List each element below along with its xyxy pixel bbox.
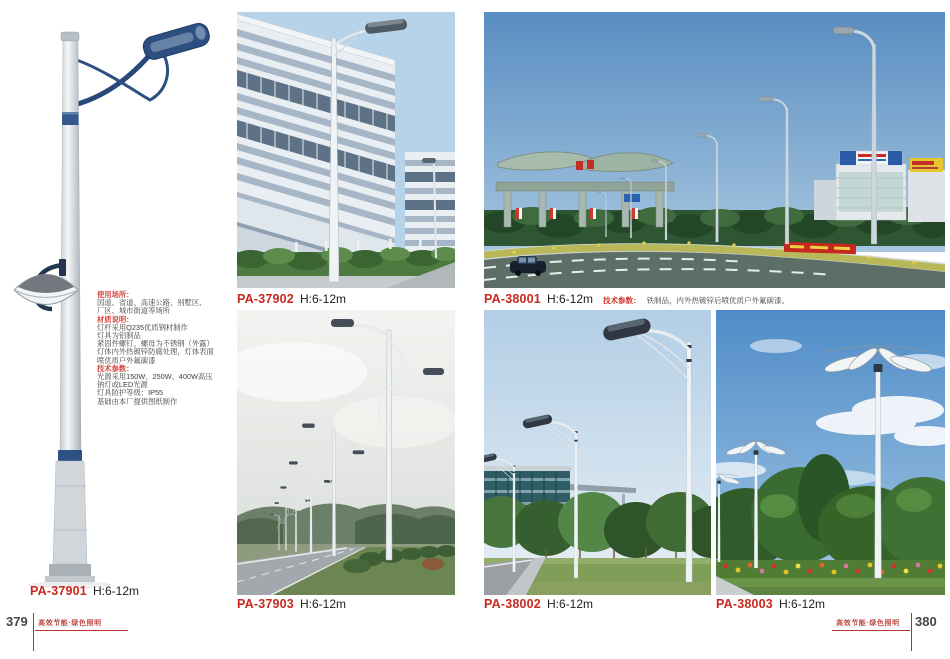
product-label-pa37902: [237, 292, 346, 306]
info-line: 钠灯或LED光源: [97, 380, 148, 390]
product-label-pa38001: [484, 292, 789, 306]
product-label-pa38003: [716, 597, 825, 611]
info-line: 基础由本厂提供图纸制作: [97, 396, 178, 406]
tech-note: 铁制品，内外热镀锌后喷优质户外氟碳漆。: [646, 296, 789, 305]
product-code: PA-37902: [237, 292, 294, 306]
info-heading-material: 材质说明：: [97, 314, 134, 324]
page-number-left: 379: [6, 614, 28, 629]
footer-underline-right: [832, 630, 910, 631]
product-code: PA-38003: [716, 597, 773, 611]
tech-note-heading: 技术参数：: [602, 296, 641, 305]
product-label-pa38002: [484, 597, 593, 611]
product-photo-pa37902: [237, 12, 455, 288]
info-line: 国道、省道、高速公路、别墅区、: [97, 298, 207, 308]
product-label-pa37901: [30, 584, 139, 598]
street-lamps-building-photo: [484, 310, 711, 595]
info-line: 灯具防护等级：IP55: [97, 388, 164, 398]
product-code: PA-37901: [30, 584, 87, 598]
info-line: 灯具为铝制品: [97, 331, 141, 341]
product-code: PA-38001: [484, 292, 541, 306]
product-size: H:6-12m: [299, 292, 346, 306]
product-photo-pa38001: [484, 12, 945, 288]
product-size: H:6-12m: [778, 597, 825, 611]
product-info-panel: [97, 291, 235, 406]
product-code: PA-38002: [484, 597, 541, 611]
product-size: H:6-12m: [546, 292, 593, 306]
product-size: H:6-12m: [299, 597, 346, 611]
footer-slogan-right: 高效节能·绿色照明: [836, 620, 900, 627]
product-size: H:6-12m: [92, 584, 139, 598]
decorative-wing-lamps-photo: [716, 310, 945, 595]
info-line: 光源采用150W、250W、400W高压: [97, 372, 213, 382]
product-photo-pa38002: [484, 310, 711, 595]
info-heading-usage: 使用场所：: [97, 290, 134, 299]
footer-divider-right: [911, 613, 912, 651]
info-line: 厂区、城市街道等场所: [97, 306, 170, 316]
info-heading-tech: 技术参数：: [97, 363, 134, 373]
info-line: 紧固件螺钉、螺母为不锈钢（外露）: [97, 339, 214, 349]
highway-toll-gate-photo: [484, 12, 945, 288]
product-photo-pa38003: [716, 310, 945, 595]
info-line: 灯体内外热镀锌防腐处理，灯体表面: [97, 347, 214, 357]
footer-slogan-left: 高效节能·绿色照明: [38, 620, 102, 627]
info-line: 灯杆采用Q235优质钢材制作: [97, 322, 188, 332]
page-number-right: 380: [915, 614, 937, 629]
product-code: PA-37903: [237, 597, 294, 611]
road-street-lamps-photo: [237, 310, 455, 595]
footer-underline-left: [35, 630, 128, 631]
product-label-pa37903: [237, 597, 346, 611]
info-line: 喷优质户外氟碳漆: [97, 355, 156, 365]
building-street-lamp-photo: [237, 12, 455, 288]
footer-divider-left: [33, 613, 34, 651]
product-photo-pa37903: [237, 310, 455, 595]
product-size: H:6-12m: [546, 597, 593, 611]
